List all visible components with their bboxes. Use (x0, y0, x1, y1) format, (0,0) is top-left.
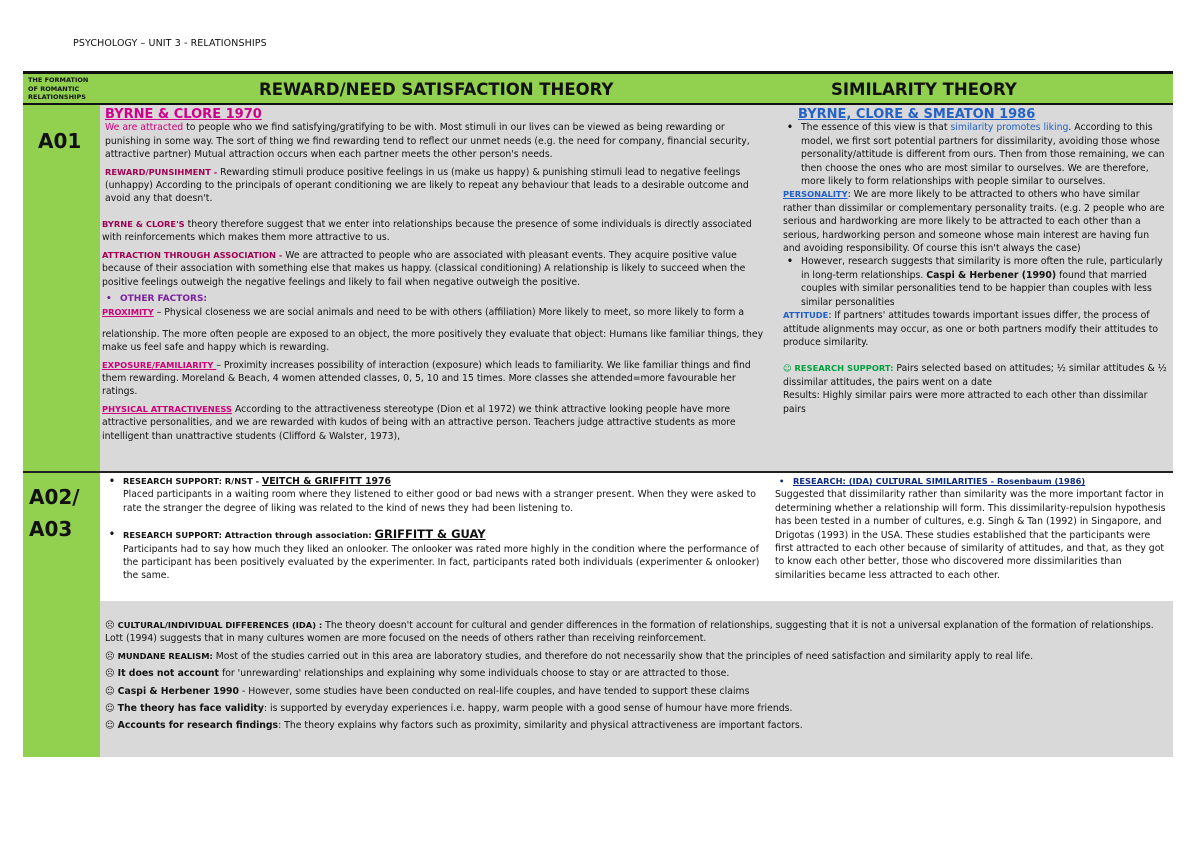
similarity-essence: • The essence of this view is that similarity promotes liking. According to this model, we first sort potential partners for dissimilarity, avoiding those whose personality/attitude is different from ours. Then from those remaining, we can then choose the ones who are most similar to ourselves. We are therefore, more likely to form relationships with people similar to ourselves. (783, 121, 1167, 188)
a02-left-research: • RESEARCH SUPPORT: R/NST - VEITCH & GRIFFITT 1976 Placed participants in a waiting room where they listened to either good or bad news with a stranger present. When they were asked to rate the stranger the degree of liking was related to the kind of news they had been listening to. • RESEARCH SUPPORT: Attraction through association: GRIFFITT & GUAY Participants had to say how much they liked an onlooker. The onlooker was rated more highly in the condition where the performance of the participant has been positively evaluated by the experimenter. In fact, participants rated both individuals (experimenter & onlooker) the same. (105, 475, 773, 583)
similarity-theory-text (783, 108, 1167, 416)
rosenbaum-text: Suggested that dissimilarity rather than similarity was the more important factor in determining whether a relationship will form. This dissimilarity-repulsion hypothesis has been tested in a number of cultures, e.g. Singh & Tan (1992) in Singapore, and Drigotas (1993) in the USA. These studies established that the participants were first attracted to each other because of similarity of attitudes, and that, as they got to know each other better, those who discovered more dissimilarities than similarities became less attracted to each other. (775, 489, 1166, 581)
eval-item: ☹ It does not account for 'unrewarding' relationships and explaining why some individuals choose to stay or are attracted to those. (105, 668, 730, 680)
proximity-cont: relationship. The more often people are exposed to an object, the more positively they evaluate that object: Humans like familiar things, they make us feel safe and happy which is rewarding. (102, 328, 764, 354)
page-header: PSYCHOLOGY – UNIT 3 - RELATIONSHIPS (73, 38, 267, 49)
exposure-familiarity: EXPOSURE/FAMILIARITY – Proximity increases possibility of interaction (exposure) which leads to familiarity. We like familiar things and find them rewarding. Moreland & Beach, 4 women attended classes, 0, 5, 10 and 15 times. More classes she attended=more favourable her ratings. (102, 359, 751, 398)
griffitt-guay-text: Participants had to say how much they liked an onlooker. The onlooker was rated more highly in the condition where the performance of the participant has been positively evaluated by the experimenter. In fact, participants rated both individuals (experimenter & onlooker) the same. (123, 543, 760, 582)
research-support: ☺ RESEARCH SUPPORT: Pairs selected based on attitudes; ½ similar attitudes & ½ dissimilar attitudes, the pairs went on a date (783, 363, 1167, 388)
frown-icon: ☹ (105, 668, 115, 680)
byrne-clore-smeaton-heading: BYRNE, CLORE & SMEATON 1986 (798, 107, 1036, 122)
row-label-a01: A01 (23, 105, 100, 471)
intro-paragraph: We are attracted to people who we find satisfying/gratifying to be with. Most stimuli in our lives can be viewed as being rewarding or punishing in some way. The sort of thing we find rewarding tend to reflect our unmet needs (e.g. the need for company, financial security, attractive partner) Mutual attraction occurs when each partner meets the other person's needs. (105, 122, 750, 161)
frown-icon: ☹ (105, 650, 115, 662)
revision-table (23, 71, 1173, 757)
evaluation-list (105, 619, 1167, 733)
smile-icon: ☺ (105, 703, 115, 715)
title-similarity: SIMILARITY THEORY (831, 80, 1017, 99)
section-label: THE FORMATION OF ROMANTIC RELATIONSHIPS (28, 76, 89, 101)
veitch-griffitt-text: Placed participants in a waiting room where they listened to either good or bad news with a stranger present. When they were asked to rate the stranger the degree of liking was related to the kind of news they had been listening to. (123, 489, 756, 514)
personality: PERSONALITY: We are more likely to be attracted to others who have similar rather than dissimilar or complementary personality traits. (e.g. 2 people who are serious and hardworking are more likely to be attracted to each other than a serious, hardworking person and someone whose main interest are having fun and avoiding responsibility. Of course this isn't always the case) (783, 189, 1165, 255)
frown-icon: ☹ (105, 620, 115, 631)
eval-item: ☺ The theory has face validity: is supported by everyday experiences i.e. happy, warm people with a good sense of humour have more friends. (105, 703, 793, 715)
reward-theory-text-2 (102, 218, 773, 443)
byrne-clore-heading: BYRNE & CLORE 1970 (105, 107, 262, 122)
smile-icon: ☺ (105, 720, 115, 732)
table-header-row (23, 71, 1173, 105)
attraction-association: ATTRACTION THROUGH ASSOCIATION - We are attracted to people who are associated with pleasant events. They acquire positive value because of their association with something else that makes us happy. (classical conditioning) A relationship is likely to succeed when the positive feelings outweigh the negative feelings and likely to fail when negative outweigh the positive. (102, 249, 746, 288)
eval-item: ☹ CULTURAL/INDIVIDUAL DIFFERENCES (IDA) : The theory doesn't account for cultural and gender differences in the formation of relationships, suggesting that it is not a universal explanation of the formation of relationships. Lott (1994) suggests that in many cultures women are more focused on the needs of others rather than receiving reinforcement. (105, 620, 1154, 645)
eval-item: ☺ Caspi & Herbener 1990 - However, some studies have been conducted on real-life couples, and have tended to support these claims (105, 685, 750, 697)
other-factors: • OTHER FACTORS: (102, 293, 773, 306)
title-reward-need: REWARD/NEED SATISFACTION THEORY (259, 80, 614, 99)
byrne-clore-theory: BYRNE & CLORE'S theory therefore suggest that we enter into relationships because the presence of some individuals is directly associated with reinforcements which makes them more attractive to us. (102, 219, 752, 244)
reward-punishment: REWARD/PUNSIHMENT - Rewarding stimuli produce positive feelings in us (make us happy) & punishing stimuli lead to negative feelings (unhappy) According to the principals of operant conditioning we are likely to repeat any behaviour that leads to a desirable outcome and avoid any that doesn't. (105, 166, 749, 205)
reward-theory-text (105, 108, 773, 206)
physical-attractiveness: PHYSICAL ATTRACTIVENESS According to the attractiveness stereotype (Dion et al 1972) we think attractive looking people have more attractive personalities, and we are rewarded with kudos of being with an attractive person. Teachers judge attractive students as more intelligent than unattractive students (Clifford & Walster, 1973), (102, 403, 736, 442)
row-label-a02-a03: A02/ A03 (23, 473, 100, 757)
research-results: Results: Highly similar pairs were more attracted to each other than dissimilar pairs (783, 390, 1148, 415)
eval-item: ☺ Accounts for research findings: The theory explains why factors such as proximity, similarity and physical attractiveness are important factors. (105, 720, 803, 732)
proximity: PROXIMITY – Physical closeness we are social animals and need to be with others (affiliation) More likely to meet, so more likely to form a (102, 307, 745, 319)
a02-right-research: • RESEARCH: (IDA) CULTURAL SIMILARITIES - Rosenbaum (1986) Suggested that dissimilarity rather than similarity was the more important factor in determining whether a relationship will form. This dissimilarity-repulsion hypothesis has been tested in a number of cultures, e.g. Singh & Tan (1992) in Singapore, and Drigotas (1993) in the USA. These studies established that the participants were first attracted to each other because of similarity of attitudes, and that, as they got to know each other better, those who discovered more dissimilarities than similarities became less attracted to each other. (775, 475, 1167, 582)
eval-item: ☹ MUNDANE REALISM: Most of the studies carried out in this area are laboratory studies, and therefore do not necessarily show that the principles of need satisfaction and similarity apply to real life. (105, 650, 1034, 662)
caspi-herbener: • However, research suggests that similarity is more often the rule, particularly in long-term relationships. Caspi & Herbener (1990) found that married couples with similar personalities tend to be happier than couples with less similar personalities (783, 255, 1167, 309)
smile-icon: ☺ (105, 685, 115, 697)
attitude: ATTITUDE: If partners' attitudes towards important issues differ, the process of attitude alignments may occur, as one or both partners modify their attitudes to produce similarity. (783, 310, 1159, 348)
